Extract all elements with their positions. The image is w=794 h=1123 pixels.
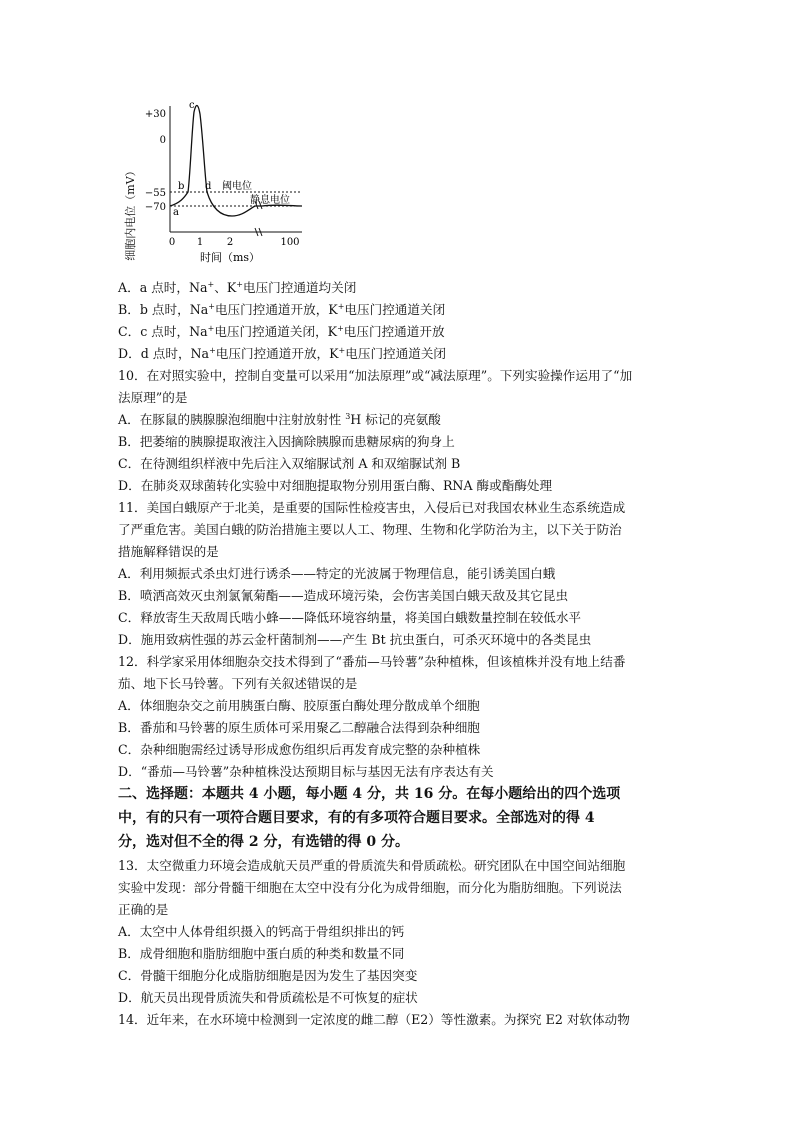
q11-option-c: C．释放寄生天敌周氏啮小蜂——降低环境容纳量，将美国白蛾数量控制在较低水平 xyxy=(118,610,582,625)
q14-stem: 14．近年来，在水环境中检测到一定浓度的雌二醇（E2）等性激素。为探究 E2 对软体动物 xyxy=(118,1012,630,1027)
q13-option-d: D．航天员出现骨质流失和骨质疏松是不可恢复的症状 xyxy=(118,990,418,1005)
action-potential-graph xyxy=(118,98,318,268)
point-label-b: b xyxy=(178,181,185,192)
threshold-label: 阈电位 xyxy=(222,181,252,192)
q9-option-b: B．b 点时，Na+电压门控通道开放，K+电压门控通道关闭 xyxy=(118,301,446,317)
q12-stem: 12．科学家采用体细胞杂交技术得到了“番茄—马铃薯”杂种植株，但该植株并没有地上结番 xyxy=(118,654,626,669)
q11-stem: 措施解释错误的是 xyxy=(118,544,219,559)
q12-option-d: D．“番茄—马铃薯”杂种植株没达预期目标与基因无法有序表达有关 xyxy=(118,764,494,779)
section-2-heading: 分，选对但不全的得 2 分，有选错的得 0 分。 xyxy=(118,834,409,850)
q12-option-a: A．体细胞杂交之前用胰蛋白酶、胶原蛋白酶处理分散成单个细胞 xyxy=(118,698,480,713)
q12-option-b: B．番茄和马铃薯的原生质体可采用聚乙二醇融合法得到杂种细胞 xyxy=(118,720,480,735)
x-tick-label: 1 xyxy=(196,237,204,248)
q11-stem: 11．美国白蛾原产于北美，是重要的国际性检疫害虫，入侵后已对我国农林业生态系统造成 xyxy=(118,500,626,515)
q10-stem: 10．在对照实验中，控制自变量可以采用“加法原理”或“减法原理”。下列实验操作运用了“加 xyxy=(118,368,633,383)
y-tick-label: +30 xyxy=(144,109,166,120)
q9-option-d: D．d 点时，Na+电压门控通道开放，K+电压门控通道关闭 xyxy=(118,345,446,361)
q13-stem: 13．太空微重力环境会造成航天员严重的骨质流失和骨质疏松。研究团队在中国空间站细胞 xyxy=(118,858,626,873)
q11-option-b: B．喷洒高效灭虫剂氯氰菊酯——造成环境污染，会伤害美国白蛾天敌及其它昆虫 xyxy=(118,588,569,603)
q13-stem: 正确的是 xyxy=(118,902,169,917)
q11-option-d: D．施用致病性强的苏云金杆菌制剂——产生 Bt 抗虫蛋白，可杀灭环境中的各类昆虫 xyxy=(118,632,592,647)
graph-y-axis-label: 细胞内电位（mV） xyxy=(124,165,137,261)
q9-option-a: A．a 点时，Na+、K+电压门控通道均关闭 xyxy=(118,279,357,295)
x-tick-label: 100 xyxy=(280,237,300,248)
q10-option-c: C．在待测组织样液中先后注入双缩脲试剂 A 和双缩脲试剂 B xyxy=(118,456,461,471)
graph-x-axis-label: 时间（ms） xyxy=(199,251,261,264)
point-label-c: c xyxy=(189,100,195,111)
section-2-heading: 二、选择题：本题共 4 小题，每小题 4 分，共 16 分。在每小题给出的四个选项 xyxy=(118,786,621,802)
point-label-d: d xyxy=(205,181,212,192)
resting-label: 静息电位 xyxy=(250,195,290,206)
q10-option-b: B．把萎缩的胰腺提取液注入因摘除胰腺而患糖尿病的狗身上 xyxy=(118,434,455,449)
x-tick-label: 2 xyxy=(226,237,234,248)
y-tick-label: 0 xyxy=(159,135,166,146)
q9-option-c: C．c 点时，Na+电压门控通道关闭，K+电压门控通道开放 xyxy=(118,323,445,339)
y-tick-label: −55 xyxy=(144,188,166,199)
y-tick-label: −70 xyxy=(144,202,166,213)
point-label-a: a xyxy=(173,207,179,218)
q12-option-c: C．杂种细胞需经过诱导形成愈伤组织后再发育成完整的杂种植株 xyxy=(118,742,481,757)
q10-option-a: A．在豚鼠的胰腺腺泡细胞中注射放射性 $^3$H 标记的亮氨酸 xyxy=(118,411,441,427)
q13-option-c: C．骨髓干细胞分化成脂肪细胞是因为发生了基因突变 xyxy=(118,968,418,983)
x-tick-label: 0 xyxy=(168,237,176,248)
q10-stem: 法原理”的是 xyxy=(118,390,188,405)
q13-option-a: A．太空中人体骨组织摄入的钙高于骨组织排出的钙 xyxy=(118,924,405,939)
q12-stem: 茄、地下长马铃薯。下列有关叙述错误的是 xyxy=(118,676,358,691)
q13-stem: 实验中发现：部分骨髓干细胞在太空中没有分化为成骨细胞，而分化为脂肪细胞。下列说法 xyxy=(118,880,622,895)
q10-option-d: D．在肺炎双球菌转化实验中对细胞提取物分别用蛋白酶、RNA 酶或酯酶处理 xyxy=(118,478,553,493)
q11-stem: 了严重危害。美国白蛾的防治措施主要以人工、物理、生物和化学防治为主，以下关于防治 xyxy=(118,522,622,537)
q11-option-a: A．利用频振式杀虫灯进行诱杀——特定的光波属于物理信息，能引诱美国白蛾 xyxy=(118,566,556,581)
q13-option-b: B．成骨细胞和脂肪细胞中蛋白质的种类和数量不同 xyxy=(118,946,405,961)
section-2-heading: 中，有的只有一项符合题目要求，有的有多项符合题目要求。全部选对的得 4 xyxy=(118,810,595,826)
